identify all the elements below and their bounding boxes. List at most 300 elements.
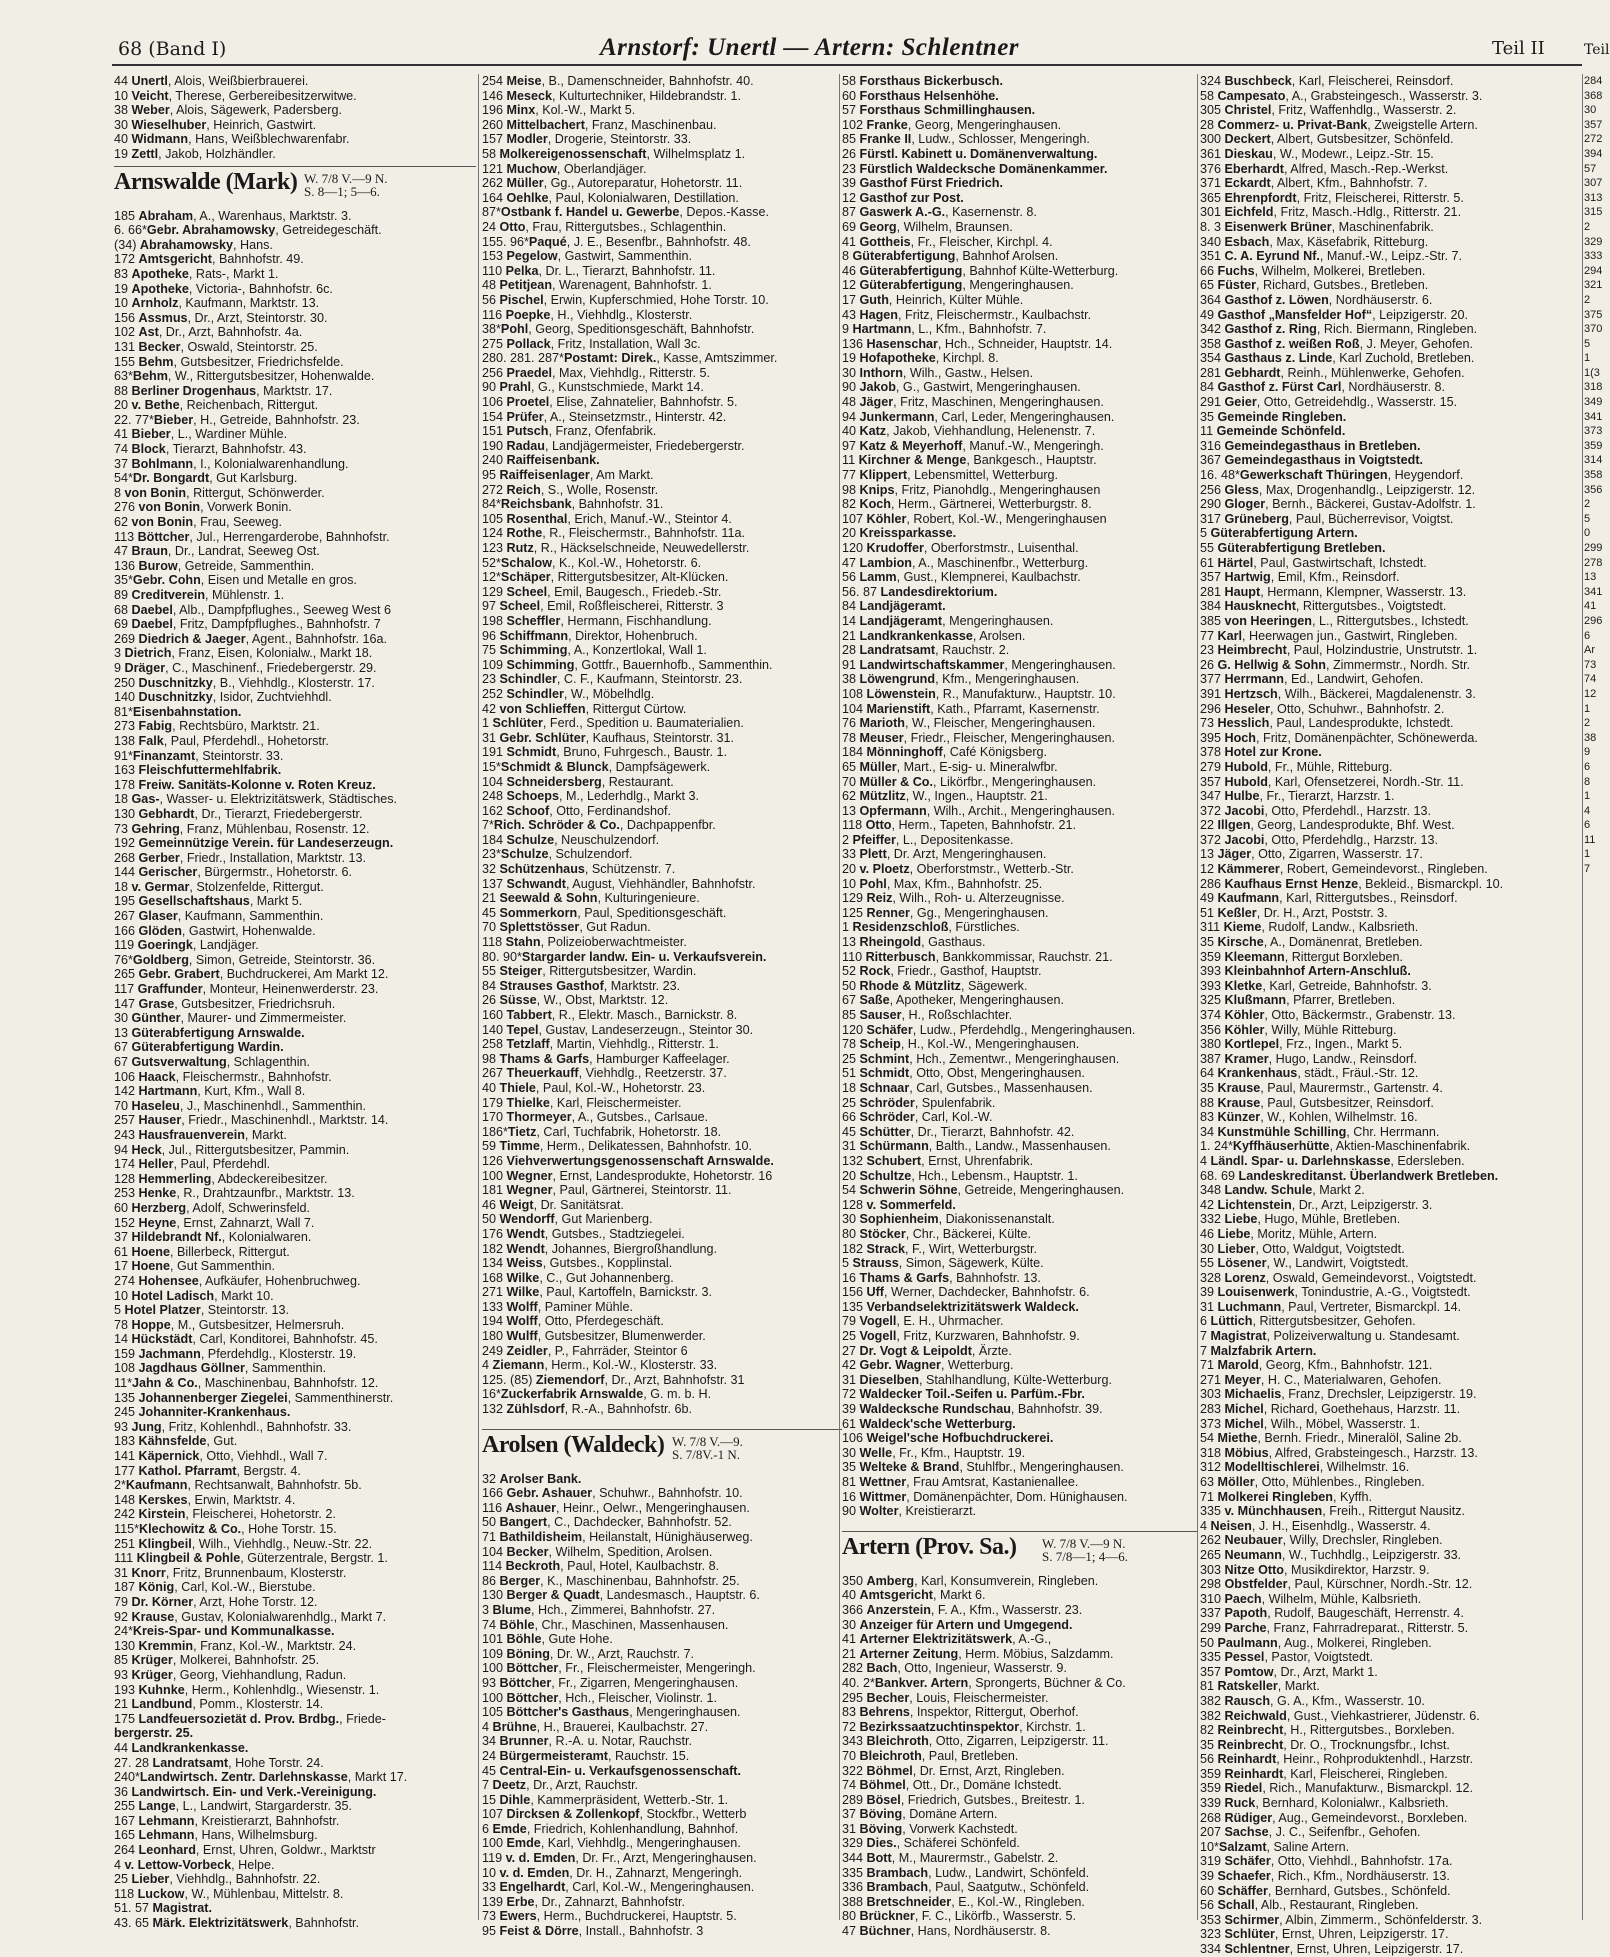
directory-entry: 13 Güterabfertigung Arnswalde. [114,1025,305,1040]
directory-entry: 91*Finanzamt, Steintorstr. 33. [114,748,284,763]
directory-entry: 27 Dr. Vogt & Leipoldt, Ärzte. [842,1343,1012,1358]
directory-entry: 35 Reinbrecht, Dr. O., Trocknungsfbr., Ichst. [1200,1737,1450,1752]
directory-entry: 35 Welteke & Brand, Stuhlfbr., Mengeringhausen. [842,1460,1124,1475]
directory-entry: 388 Bretschneider, E., Kol.-W., Ringleben. [842,1894,1085,1909]
directory-entry: 11*Jahn & Co., Maschinenbau, Bahnhofstr. 12. [114,1376,379,1391]
directory-entry: 391 Hertzsch, Wilh., Bäckerei, Magdalenenstr. 3. [1200,686,1476,701]
directory-entry: 74 Böhmel, Ott., Dr., Domäne Ichstedt. [842,1778,1062,1793]
directory-entry: 280. 281. 287*Postamt: Direk., Kasse, Amtszimmer. [482,351,778,366]
directory-entry: 24*Kreis-Spar- und Kommunalkasse. [114,1624,335,1639]
edge-number: 294 [1584,264,1603,277]
directory-entry: 81 Ratskeller, Markt. [1200,1679,1320,1694]
directory-entry: 265 Neumann, W., Tuchhdlg., Leipzigerstr. 33. [1200,1547,1462,1562]
directory-entry: 77 Karl, Heerwagen jun., Gastwirt, Ringleben. [1200,628,1458,643]
directory-entry: 130 Kremmin, Franz, Kol.-W., Marktstr. 24. [114,1638,357,1653]
directory-entry: 90 Jakob, G., Gastwirt, Mengeringhausen. [842,380,1081,395]
directory-entry: 110 Ritterbusch, Bankkommissar, Rauchstr. 21. [842,949,1113,964]
directory-entry: 252 Schindler, W., Möbelhdlg. [482,686,655,701]
directory-entry: 343 Bleichroth, Otto, Zigarren, Leipzigerstr. 11. [842,1734,1109,1749]
directory-entry: 34 Kunstmühle Schilling, Chr. Herrmann. [1200,1124,1440,1139]
edge-number: 318 [1584,381,1603,394]
directory-entry: 152 Heyne, Ernst, Zahnarzt, Wall 7. [114,1215,315,1230]
directory-entry: 56. 87 Landesdirektorium. [842,584,998,599]
directory-entry: 45 Central-Ein- u. Verkaufsgenossenschaft. [482,1763,741,1778]
directory-entry: 380 Kortlepel, Frz., Ingen., Markt 5. [1200,1037,1403,1052]
directory-entry: 130 Berger & Quadt, Landesmasch., Hauptstr. 6. [482,1588,760,1603]
directory-entry: 344 Bott, M., Maurermstr., Gabelstr. 2. [842,1851,1059,1866]
directory-entry: 121 Muchow, Oberlandjäger. [482,161,647,176]
directory-entry: 151 Putsch, Franz, Ofenfabrik. [482,424,657,439]
directory-entry: 168 Wilke, C., Gut Johannenberg. [482,1270,674,1285]
directory-entry: 105 Rosenthal, Erich, Manuf.-W., Steintor 4. [482,511,732,526]
directory-entry: 74 Block, Tierarzt, Bahnhofstr. 43. [114,442,307,457]
directory-entry: 39 Gasthof Fürst Friedrich. [842,176,1003,191]
directory-entry: 129 Scheel, Emil, Baugesch., Friedeb.-Str. [482,584,722,599]
directory-entry: 10*Salzamt, Saline Artern. [1200,1839,1350,1854]
directory-entry: 40 Katz, Jakob, Viehhandlung, Helenenstr. 7. [842,424,1096,439]
directory-entry: 267 Theuerkauff, Viehhdlg., Reetzerstr. 37. [482,1066,727,1081]
directory-entry: bergerstr. 25. [114,1726,194,1741]
directory-entry: 359 Riedel, Rich., Manufakturw., Bismarckpl. 12. [1200,1781,1473,1796]
directory-entry: 45 Schütter, Dr., Tierarzt, Bahnhofstr. 42. [842,1124,1075,1139]
directory-entry: 16 Thams & Garfs, Bahnhofstr. 13. [842,1270,1041,1285]
directory-entry: 164 Oehlke, Paul, Kolonialwaren, Destillation. [482,190,739,205]
directory-entry: 41 Gottheis, Fr., Fleischer, Kirchpl. 4. [842,234,1053,249]
directory-entry: 52 Rock, Friedr., Gasthof, Hauptstr. [842,964,1042,979]
directory-entry: 2*Kaufmann, Rechtsanwalt, Bahnhofstr. 5b. [114,1478,362,1493]
directory-entry: 50 Bangert, C., Dachdecker, Bahnhofstr. 52. [482,1515,732,1530]
directory-entry: 80. 90*Stargarder landw. Ein- u. Verkaufsverein. [482,949,767,964]
directory-entry: 126 Viehverwertungsgenossenschaft Arnswalde. [482,1153,774,1168]
directory-entry: 84 Gasthof z. Fürst Carl, Nordhäuserstr. 8. [1200,380,1445,395]
directory-entry: 14 Hückstädt, Carl, Konditorei, Bahnhofstr. 45. [114,1332,378,1347]
directory-entry: 119 v. d. Emden, Dr. Fr., Arzt, Mengeringhausen. [482,1851,757,1866]
directory-entry: 336 Brambach, Paul, Saatgutw., Schönfeld. [842,1880,1090,1895]
directory-entry: 78 Hoppe, M., Gutsbesitzer, Helmersruh. [114,1317,345,1332]
directory-entry: 31 Dieselben, Stahlhandlung, Külte-Wetterburg. [842,1372,1113,1387]
directory-entry: 58 Campesato, A., Grabsteingesch., Wasserstr. 3. [1200,88,1483,103]
directory-entry: 283 Michel, Richard, Goethehaus, Harzstr. 11. [1200,1402,1461,1417]
edge-number: 2 [1584,717,1591,730]
directory-entry: 7*Rich. Schröder & Co., Dachpappenfbr. [482,818,716,833]
directory-entry: 31 Knorr, Fritz, Brunnenbaum, Klosterstr. [114,1565,347,1580]
directory-entry: 35*Gebr. Cohn, Eisen und Metalle en gros. [114,573,357,588]
directory-entry: 85 Sauser, H., Roßschlachter. [842,1008,1013,1022]
directory-entry: 262 Neubauer, Willy, Drechsler, Ringleben. [1200,1533,1443,1548]
directory-entry: 25 Lieber, Viehhdlg., Bahnhofstr. 22. [114,1872,321,1887]
directory-entry: 15 Dihle, Kammerpräsident, Wetterb.-Str. 1. [482,1792,729,1807]
edge-number: 7 [1584,863,1591,876]
directory-entry: 67 Güterabfertigung Wardin. [114,1040,284,1055]
directory-entry: 13 Jäger, Otto, Zigarren, Wasserstr. 17. [1200,847,1423,862]
directory-entry: 43 Hagen, Fritz, Fleischermstr., Kaulbachstr. [842,307,1092,322]
directory-entry: 18 v. Germar, Stolzenfelde, Rittergut. [114,879,324,894]
directory-entry: 155 Behm, Gutsbesitzer, Friedrichsfelde. [114,354,344,369]
directory-entry: 132 Schubert, Ernst, Uhrenfabrik. [842,1153,1034,1168]
directory-entry: 374 Köhler, Otto, Bäckermstr., Grabenstr. 13. [1200,1008,1456,1022]
directory-entry: 134 Weiss, Gutsbes., Kopplinstal. [482,1256,673,1271]
directory-entry: 73 Ewers, Herm., Buchdruckerei, Hauptstr. 5. [482,1909,737,1924]
directory-entry: 50 Wendorff, Gut Marienberg. [482,1212,653,1227]
edge-number: 333 [1584,250,1603,263]
directory-entry: 8 Güterabfertigung, Bahnhof Arolsen. [842,249,1059,264]
directory-entry: 7 Malzfabrik Artern. [1200,1343,1317,1358]
directory-entry: 21 Landkrankenkasse, Arolsen. [842,628,1026,643]
directory-entry: 93 Krüger, Georg, Viehhandlung, Radun. [114,1667,347,1682]
directory-entry: 81*Eisenbahnstation. [114,704,242,719]
directory-entry: 82 Koch, Herm., Gärtnerei, Wetterburgstr. 8. [842,497,1092,512]
directory-entry: 70 Splettstösser, Gut Radun. [482,920,651,935]
directory-entry: 74 Böhle, Chr., Maschinen, Massenhausen. [482,1617,729,1632]
directory-entry: 157 Modler, Drogerie, Steintorstr. 33. [482,132,692,147]
directory-entry: 329 Dies., Schäferei Schönfeld. [842,1836,1020,1851]
directory-entry: 300 Deckert, Albert, Gutsbesitzer, Schönfeld. [1200,132,1454,147]
edge-number: 2 [1584,498,1591,511]
directory-entry: 59 Timme, Herm., Delikatessen, Bahnhofstr. 10. [482,1139,752,1154]
directory-entry: 276 von Bonin, Vorwerk Bonin. [114,500,292,515]
directory-entry: 51. 57 Magistrat. [114,1901,212,1916]
directory-entry: 367 Gemeindegasthaus in Voigtstedt. [1200,453,1424,468]
directory-entry: 264 Leonhard, Ernst, Uhren, Goldwr., Marktstr [114,1843,376,1858]
directory-entry: 100 Wegner, Ernst, Landesprodukte, Hohetorstr. 16 [482,1168,773,1183]
directory-entry: 1 Schlüter, Ferd., Spedition u. Baumaterialien. [482,716,744,731]
edge-number: 2 [1584,220,1591,233]
directory-entry: 30 Anzeiger für Artern und Umgegend. [842,1617,1073,1632]
directory-entry: 49 Gasthof „Mansfelder Hof“, Leipzigerstr. 20. [1200,307,1469,322]
directory-entry: 49 Kaufmann, Karl, Rittergutsbes., Reinsdorf. [1200,891,1458,906]
directory-entry: 299 Parche, Franz, Fahrradreparat., Ritterstr. 5. [1200,1620,1469,1635]
directory-entry: 60 Schäffer, Bernhard, Gutsbes., Schönfeld. [1200,1883,1451,1898]
directory-entry: 25 Schmint, Hch., Zementwr., Mengeringhausen. [842,1051,1120,1066]
directory-entry: 100 Böttcher, Hch., Fleischer, Violinstr. 1. [482,1690,717,1705]
directory-entry: 190 Radau, Landjägermeister, Friedebergerstr. [482,438,745,453]
directory-entry: 372 Jacobi, Otto, Pferdehdlg., Harzstr. 13. [1200,832,1439,847]
directory-entry: 93 Jung, Fritz, Kohlenhdl., Bahnhofstr. 33. [114,1419,352,1434]
directory-entry: 194 Wolff, Otto, Pferdegeschäft. [482,1314,664,1329]
directory-entry: 142 Hartmann, Kurt, Kfm., Wall 8. [114,1084,306,1099]
directory-entry: 10 Pohl, Max, Kfm., Bahnhofstr. 25. [842,876,1043,891]
directory-entry: 384 Hausknecht, Rittergutsbes., Voigtstedt. [1200,599,1447,614]
directory-entry: 84 Strauses Gasthof, Marktstr. 23. [482,978,681,993]
directory-entry: 160 Tabbert, R., Elektr. Masch., Barnickstr. 8. [482,1008,738,1022]
directory-entry: 51 Keßler, Dr. H., Arzt, Poststr. 3. [1200,905,1388,920]
directory-entry: 113 Böttcher, Jul., Herrengarderobe, Bahnhofstr. [114,529,390,544]
directory-entry: 184 Mönninghoff, Café Königsberg. [842,745,1048,760]
directory-entry: 19 Apotheke, Victoria-, Bahnhofstr. 6c. [114,281,333,296]
directory-entry: 128 v. Sommerfeld. [842,1197,956,1212]
directory-entry: 166 Gebr. Ashauer, Schuhwr., Bahnhofstr. 10. [482,1486,743,1501]
edge-number: 368 [1584,89,1603,102]
directory-entry: 256 Praedel, Max, Viehhdlg., Ritterstr. 5. [482,365,710,380]
edge-number: 313 [1584,191,1603,204]
directory-entry: 108 Jagdhaus Göllner, Sammenthin. [114,1361,327,1376]
directory-entry: 6 Lüttich, Rittergutsbesitzer, Gehofen. [1200,1314,1416,1329]
directory-entry: 64 Krankenhaus, städt., Fräul.-Str. 12. [1200,1066,1419,1081]
edge-number: 357 [1584,118,1603,131]
directory-entry: 376 Eberhardt, Alfred, Masch.-Rep.-Werkst. [1200,161,1449,176]
edge-number: 329 [1584,235,1603,248]
column-3 [842,74,1198,1939]
page-number: 68 (Band I) [118,38,227,60]
directory-entry: 55 Steiger, Rittergutsbesitzer, Wardin. [482,964,697,979]
directory-entry: 335 Brambach, Ludw., Landwirt, Schönfeld. [842,1865,1090,1880]
directory-entry: 245 Johanniter-Krankenhaus. [114,1405,291,1420]
directory-entry: 382 Reichwald, Gust., Viehkastrierer, Jüdenstr. 6. [1200,1708,1480,1723]
directory-entry: 387 Kramer, Hugo, Landw., Reinsdorf. [1200,1051,1418,1066]
directory-entry: 107 Dircksen & Zollenkopf, Stockfbr., Wetterb [482,1807,747,1822]
directory-entry: 332 Liebe, Hugo, Mühle, Bretleben. [1200,1212,1401,1227]
directory-entry: 358 Gasthof z. weißen Roß, J. Meyer, Gehofen. [1200,336,1473,351]
directory-entry: 4 v. Lettow-Vorbeck, Helpe. [114,1857,275,1872]
directory-entry: 395 Hoch, Fritz, Domänenpächter, Schönewerda. [1200,730,1478,745]
edge-number: 6 [1584,760,1591,773]
directory-entry: 66 Schröder, Carl, Kol.-W. [842,1110,993,1125]
directory-entry: 15*Schmidt & Blunck, Dampfsägewerk. [482,759,711,774]
directory-entry: 10 Veicht, Therese, Gerbereibesitzerwitwe. [114,88,357,103]
directory-entry: 73 Hesslich, Paul, Landesprodukte, Ichstedt. [1200,716,1454,731]
directory-entry: 22 Illgen, Georg, Landesprodukte, Bhf. West. [1200,818,1455,833]
directory-entry: 207 Sachse, J. C., Seifenfbr., Gehofen. [1200,1825,1421,1840]
directory-entry: 79 Dr. Körner, Arzt, Hohe Torstr. 12. [114,1594,318,1609]
directory-entry: 311 Kieme, Rudolf, Landw., Kalbsrieth. [1200,920,1419,935]
directory-entry: 75 Schimming, A., Konzertlokal, Wall 1. [482,643,707,658]
directory-entry: 114 Beckroth, Paul, Hotel, Kaulbachstr. 8. [482,1559,720,1574]
directory-entry: 66 Fuchs, Wilhelm, Molkerei, Bretleben. [1200,263,1426,278]
directory-entry: 198 Scheffler, Hermann, Fischhandlung. [482,613,712,628]
directory-entry: 57 Forsthaus Schmillinghausen. [842,103,1036,118]
directory-entry: 181 Wegner, Paul, Gärtnerei, Steintorstr. 11. [482,1183,732,1198]
directory-entry: 89 Creditverein, Mühlenstr. 1. [114,588,285,602]
directory-entry: 166 Glöden, Gastwirt, Hohenwalde. [114,923,316,938]
directory-entry: 291 Geier, Otto, Getreidehdlg., Wasserstr. 15. [1200,395,1458,410]
directory-entry: 4 Ländl. Spar- u. Darlehnskasse, Edersleben. [1200,1153,1465,1168]
directory-entry: 125 Renner, Gg., Mengeringhausen. [842,905,1049,920]
directory-entry: 73 Gehring, Franz, Mühlenbau, Rosenstr. 12. [114,821,370,836]
directory-entry: 30 Sophienheim, Diakonissenanstalt. [842,1212,1055,1227]
directory-entry: 21 Landbund, Pomm., Klosterstr. 14. [114,1697,324,1712]
directory-entry: 40. 2*Bankver. Artern, Sprongerts, Büchner & Co. [842,1675,1126,1690]
directory-entry: 274 Hohensee, Aufkäufer, Hohenbruchweg. [114,1273,361,1288]
directory-entry: 137 Schwandt, August, Viehhändler, Bahnhofstr. [482,876,756,891]
directory-entry: 54 Miethe, Bernh. Friedr., Mineralöl, Saline 2b. [1200,1431,1462,1446]
directory-entry: 267 Glaser, Kaufmann, Sammenthin. [114,909,324,924]
directory-entry: 58 Forsthaus Bickerbusch. [842,74,1003,88]
edge-number: 12 [1584,687,1597,700]
directory-entry: 87 Gaswerk A.-G., Kasernenstr. 8. [842,205,1037,220]
directory-entry: 42 von Schlieffen, Rittergut Cürtow. [482,701,687,716]
directory-entry: 257 Hauser, Friedr., Maschinenhdl., Marktstr. 14. [114,1113,389,1128]
directory-entry: 182 Strack, F., Wirt, Wetterburgstr. [842,1241,1038,1256]
directory-entry: 50 Paulmann, Aug., Molkerei, Ringleben. [1200,1635,1432,1650]
edge-number: 359 [1584,439,1603,452]
directory-entry: 39 Louisenwerk, Tonindustrie, A.-G., Voigtstedt. [1200,1285,1471,1300]
edge-number: 30 [1584,104,1597,117]
edge-number: 296 [1584,614,1603,627]
directory-entry: 163 Fleischfuttermehlfabrik. [114,763,282,778]
directory-entry: 98 Knips, Fritz, Pianohdlg., Mengeringhausen [842,482,1101,497]
directory-entry: 34 Brunner, R.-A. u. Notar, Rauchstr. [482,1734,692,1749]
directory-entry: 240 Raiffeisenbank. [482,453,600,468]
town-name: Arnswalde (Mark) [114,168,298,195]
directory-entry: 85 Krüger, Molkerei, Bahnhofstr. 25. [114,1653,320,1668]
directory-entry: 124 Rothe, R., Fleischermstr., Bahnhofstr. 11a. [482,526,745,541]
directory-entry: 70 Müller & Co., Likörfbr., Mengeringhausen. [842,774,1097,789]
directory-entry: 335 Pessel, Pastor, Voigtstedt. [1200,1650,1373,1665]
directory-entry: 56 Lamm, Gust., Klempnerei, Kaulbachstr. [842,570,1081,585]
directory-entry: 342 Gasthof z. Ring, Rich. Biermann, Ringleben. [1200,322,1478,337]
directory-entry: 316 Gemeindegasthaus in Bretleben. [1200,438,1421,453]
directory-entry: 106 Haack, Fleischermstr., Bahnhofstr. [114,1069,332,1084]
directory-entry: 83 Künzer, W., Kohlen, Wilhelmstr. 16. [1200,1110,1418,1125]
directory-entry: 95 Feist & Dörre, Install., Bahnhofstr. 3 [482,1924,704,1939]
directory-entry: 12 Gasthof zur Post. [842,190,964,205]
town-name: Artern (Prov. Sa.) [842,1533,1017,1560]
directory-entry: 373 Michel, Wilh., Möbel, Wasserstr. 1. [1200,1416,1421,1431]
directory-entry: 182 Wendt, Johannes, Biergroßhandlung. [482,1241,717,1256]
directory-entry: 93 Böttcher, Fr., Zigarren, Mengeringhausen. [482,1675,739,1690]
directory-entry: 17 Guth, Heinrich, Külter Mühle. [842,292,1024,307]
directory-entry: 129 Reiz, Wilh., Roh- u. Alterzeugnisse. [842,891,1065,906]
section-gap [842,1519,1198,1527]
directory-entry: 128 Hemmerling, Abdeckereibesitzer. [114,1171,328,1186]
directory-entry: 154 Prüfer, A., Steinsetzmstr., Hinterstr. 42. [482,409,727,424]
edge-number: 57 [1584,162,1597,175]
directory-entry: 54 Schwerin Söhne, Getreide, Mengeringhausen. [842,1183,1125,1198]
directory-entry: 325 Klußmann, Pfarrer, Bretleben. [1200,993,1396,1008]
town-name: Arolsen (Waldeck) [482,1431,665,1458]
directory-entry: 24 Bürgermeisteramt, Rauchstr. 15. [482,1748,690,1763]
directory-entry: 366 Anzerstein, F. A., Kfm., Wasserstr. 23. [842,1602,1083,1617]
directory-entry: 76 Marioth, W., Fleischer, Mengeringhausen. [842,716,1096,731]
directory-entry: 105 Böttcher's Gasthaus, Mengeringhausen. [482,1705,741,1720]
edge-number: 1 [1584,702,1591,715]
directory-entry: 365 Ehrenpfordt, Fritz, Fleischerei, Ritterstr. 5. [1200,190,1464,205]
directory-entry: 87*Ostbank f. Handel u. Gewerbe, Depos.-Kasse. [482,205,769,220]
directory-entry: 47 Braun, Dr., Landrat, Seeweg Ost. [114,544,320,559]
column-divider [1197,74,1198,1920]
directory-entry: 1. 24*Kyffhäuserhütte, Aktien-Maschinenfabrik. [1200,1139,1471,1154]
office-hours: W. 7/8 V.—9 N. S. 7/8—1; 4—6. [1042,1535,1128,1564]
directory-entry: 119 Goeringk, Landjäger. [114,938,259,953]
directory-entry: 110 Pelka, Dr. L., Tierarzt, Bahnhofstr. 11. [482,263,716,278]
directory-entry: 146 Meseck, Kulturtechniker, Hildebrandstr. 1. [482,88,742,103]
directory-entry: 72 Bezirkssaatzuchtinspektor, Kirchstr. 1. [842,1719,1086,1734]
directory-entry: 23*Schulze, Schulzendorf. [482,847,633,862]
directory-entry: 36 Landwirtsch. Ein- und Verk.-Vereinigung. [114,1784,377,1799]
directory-entry: 162 Schoof, Otto, Ferdinandshof. [482,803,672,818]
directory-entry: 39 Schaefer, Rich., Kfm., Nordhäuserstr. 13. [1200,1869,1450,1884]
directory-entry: 16 Wittmer, Domänenpächter, Dom. Hünighausen. [842,1489,1128,1504]
directory-entry: 378 Hotel zur Krone. [1200,745,1322,760]
directory-entry: 102 Franke, Georg, Mengeringhausen. [842,117,1062,132]
directory-entry: 179 Thielke, Karl, Fleischermeister. [482,1095,682,1110]
edge-number: 2 [1584,293,1591,306]
directory-entry: 69 Daebel, Fritz, Dampfpflughes., Bahnhofstr. 7 [114,617,381,632]
directory-entry: 377 Herrmann, Ed., Landwirt, Gehofen. [1200,672,1424,687]
directory-entry: 18 Gas-, Wasser- u. Elektrizitätswerk, Städtisches. [114,792,397,807]
directory-entry: 30 Welle, Fr., Kfm., Hauptstr. 19. [842,1445,1026,1460]
town-heading [114,166,476,209]
directory-entry: 186*Tietz, Carl, Tuchfabrik, Hohetorstr. 18. [482,1124,722,1139]
directory-entry: 54*Dr. Bongardt, Gut Karlsburg. [114,471,298,486]
edge-number: 73 [1584,658,1597,671]
edge-number: 321 [1584,279,1603,292]
directory-entry: 393 Kletke, Karl, Getreide, Bahnhofstr. 3. [1200,978,1432,993]
directory-entry: 104 Schneidersberg, Restaurant. [482,774,674,789]
directory-entry: 140 Duschnitzky, Isidor, Zuchtviehhdl. [114,690,332,705]
directory-entry: 51 Schmidt, Otto, Obst, Mengeringhausen. [842,1066,1085,1081]
directory-entry: 47 Lambion, A., Maschinenfbr., Wetterburg. [842,555,1089,570]
directory-entry: 262 Müller, Gg., Autoreparatur, Hohetorstr. 11. [482,176,743,191]
directory-entry: 322 Böhmel, Dr. Ernst, Arzt, Ringleben. [842,1763,1065,1778]
directory-entry: 25 Vogell, Fritz, Kurzwaren, Bahnhofstr. 9. [842,1329,1080,1344]
directory-entry: 56 Reinhardt, Heinr., Rohproduktenhdl., Harzstr. [1200,1752,1473,1767]
directory-entry: 26 G. Hellwig & Sohn, Zimmermstr., Nordh. Str. [1200,657,1471,672]
directory-entry: 10 v. d. Emden, Dr. H., Zahnarzt, Mengeringh. [482,1865,743,1880]
directory-entry: 286 Kaufhaus Ernst Henze, Bekleid., Bismarckpl. 10. [1200,876,1504,891]
directory-entry: 97 Scheel, Emil, Roßfleischerei, Ritterstr. 3 [482,599,724,614]
town-heading [482,1429,842,1472]
directory-entry: 61 Waldeck'sche Wetterburg. [842,1416,1016,1431]
edge-number: 341 [1584,410,1603,423]
directory-entry: 240*Landwirtsch. Zentr. Darlehnskasse, Markt 17. [114,1770,408,1785]
directory-entry: 167 Lehmann, Kreistierarzt, Bahnhofstr. [114,1813,340,1828]
directory-entry: 32 Arolser Bank. [482,1471,582,1486]
directory-entry: 35 Krause, Paul, Maurermstr., Gartenstr. 4. [1200,1080,1443,1095]
directory-entry: 69 Georg, Wilhelm, Braunsen. [842,219,1013,234]
edge-number: 11 [1584,833,1596,846]
directory-entry: 361 Dieskau, W., Modewr., Leipz.-Str. 15. [1200,146,1434,161]
directory-entry: 192 Gemeinnützige Verein. für Landeserzeugn. [114,836,394,851]
directory-entry: 65 Füster, Richard, Gutsbes., Bretleben. [1200,278,1429,293]
edge-number: Ar [1584,644,1595,657]
directory-entry: 174 Heller, Paul, Pferdehdl. [114,1157,271,1172]
directory-entry: 254 Meise, B., Damenschneider, Bahnhofstr. 40. [482,74,754,88]
directory-entry: 70 Bleichroth, Paul, Bretleben. [842,1748,1019,1763]
directory-entry: 81 Wettner, Frau Amtsrat, Kastanienallee. [842,1475,1079,1489]
directory-entry: 195 Gesellschaftshaus, Markt 5. [114,894,303,909]
directory-entry: 95 Raiffeisenlager, Am Markt. [482,468,654,483]
directory-entry: 318 Möbius, Alfred, Grabsteingesch., Harzstr. 13. [1200,1445,1478,1460]
directory-entry: 177 Kathol. Pfarramt, Bergstr. 4. [114,1463,301,1478]
directory-entry: 45 Sommerkorn, Paul, Speditionsgeschäft. [482,905,727,920]
directory-entry: 52*Schalow, K., Kol.-W., Hohetorstr. 6. [482,555,702,570]
directory-entry: 21 Arterner Zeitung, Herm. Möbius, Salzdamm. [842,1646,1114,1661]
directory-entry: 14 Landjägeramt, Mengeringhausen. [842,613,1054,628]
directory-entry: 156 Uff, Werner, Dachdecker, Bahnhofstr. 6. [842,1285,1090,1300]
directory-entry: 83 Apotheke, Rats-, Markt 1. [114,266,279,281]
page-header [0,34,1610,64]
town-heading [842,1531,1198,1574]
directory-entry: 290 Gloger, Bernh., Bäckerei, Gustav-Adolfstr. 1. [1200,497,1476,512]
directory-entry: 301 Eichfeld, Fritz, Masch.-Hdlg., Ritterstr. 21. [1200,205,1462,220]
edge-number: 1(3 [1584,366,1600,379]
directory-entry: 132 Zühlsdorf, R.-A., Bahnhofstr. 6b. [482,1402,692,1417]
directory-entry: 33 Plett, Dr. Arzt, Mengeringhausen. [842,847,1047,862]
directory-entry: 26 Süsse, W., Obst, Marktstr. 12. [482,993,669,1008]
directory-entry: 40 Widmann, Hans, Weißblechwarenfabr. [114,132,350,147]
directory-entry: 88 Berliner Drogenhaus, Marktstr. 17. [114,383,333,398]
directory-entry: 334 Schlentner, Ernst, Uhren, Leipzigerstr. 17. [1200,1942,1464,1956]
directory-entry: 8 von Bonin, Rittergut, Schönwerder. [114,485,325,500]
directory-entry: 6 Emde, Friedrich, Kohlenhandlung, Bahnhof. [482,1821,739,1836]
directory-entry: 135 Verbandselektrizitätswerk Waldeck. [842,1299,1079,1314]
directory-entry: 348 Landw. Schule, Markt 2. [1200,1183,1365,1198]
directory-entry: 117 Graffunder, Monteur, Heinenwerderstr. 23. [114,982,379,997]
directory-entry: 253 Henke, R., Drahtzaunfbr., Marktstr. 13. [114,1186,355,1201]
directory-entry: 38*Pohl, Georg, Speditionsgeschäft, Bahnhofstr. [482,322,755,337]
directory-entry: 38 Löwengrund, Kfm., Mengeringhausen. [842,672,1080,687]
